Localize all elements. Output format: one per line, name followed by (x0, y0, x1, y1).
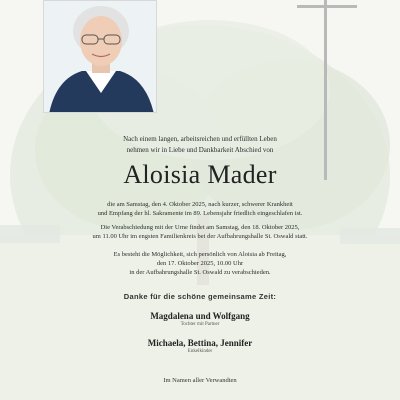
deceased-name: Aloisia Mader (123, 160, 277, 189)
mourner-names: Michaela, Bettina, Jennifer (147, 338, 253, 348)
intro-line: Nach einem langen, arbeitsreichen und erfüllten Leben (123, 135, 277, 143)
paragraph-line: um 11.00 Uhr im engsten Familienkreis bei der Aufbahrungshalle St. Oswald statt. (92, 233, 308, 240)
paragraph-line: Die Verabschiedung mit der Urne findet am Samstag, den 18. Oktober 2025, (100, 224, 300, 231)
closing-line: Im Namen aller Verwandten (163, 377, 237, 384)
intro-text (50, 134, 350, 156)
mourner-relation: Enkelkinder (187, 349, 213, 354)
mourner-names: Magdalena und Wolfgang (150, 311, 250, 321)
paragraph-line: den 17. Oktober 2025, 10.00 Uhr (156, 260, 244, 267)
paragraph-line: und Empfang der hl. Sakramente im 89. Lebensjahr friedlich eingeschlafen ist. (97, 210, 303, 217)
intro-line: nehmen wir in Liebe und Dankbarkeit Abschied von (126, 146, 274, 154)
viewing-paragraph (50, 250, 350, 277)
paragraph-line: Es besteht die Möglichkeit, sich persönlich von Aloisia ab Freitag, (113, 251, 287, 258)
portrait-photo (43, 0, 157, 113)
farewell-ceremony-paragraph (50, 223, 350, 241)
paragraph-line: in der Aufbahrungshalle St. Oswald zu verabschieden. (129, 269, 271, 276)
mourner-relation: Tochter mit Partner (180, 322, 220, 327)
thanks-heading: Danke für die schöne gemeinsame Zeit: (123, 292, 277, 301)
death-announcement-paragraph (50, 200, 350, 218)
paragraph-line: die am Samstag, den 4. Oktober 2025, nach kurzer, schwerer Krankheit (107, 201, 293, 208)
